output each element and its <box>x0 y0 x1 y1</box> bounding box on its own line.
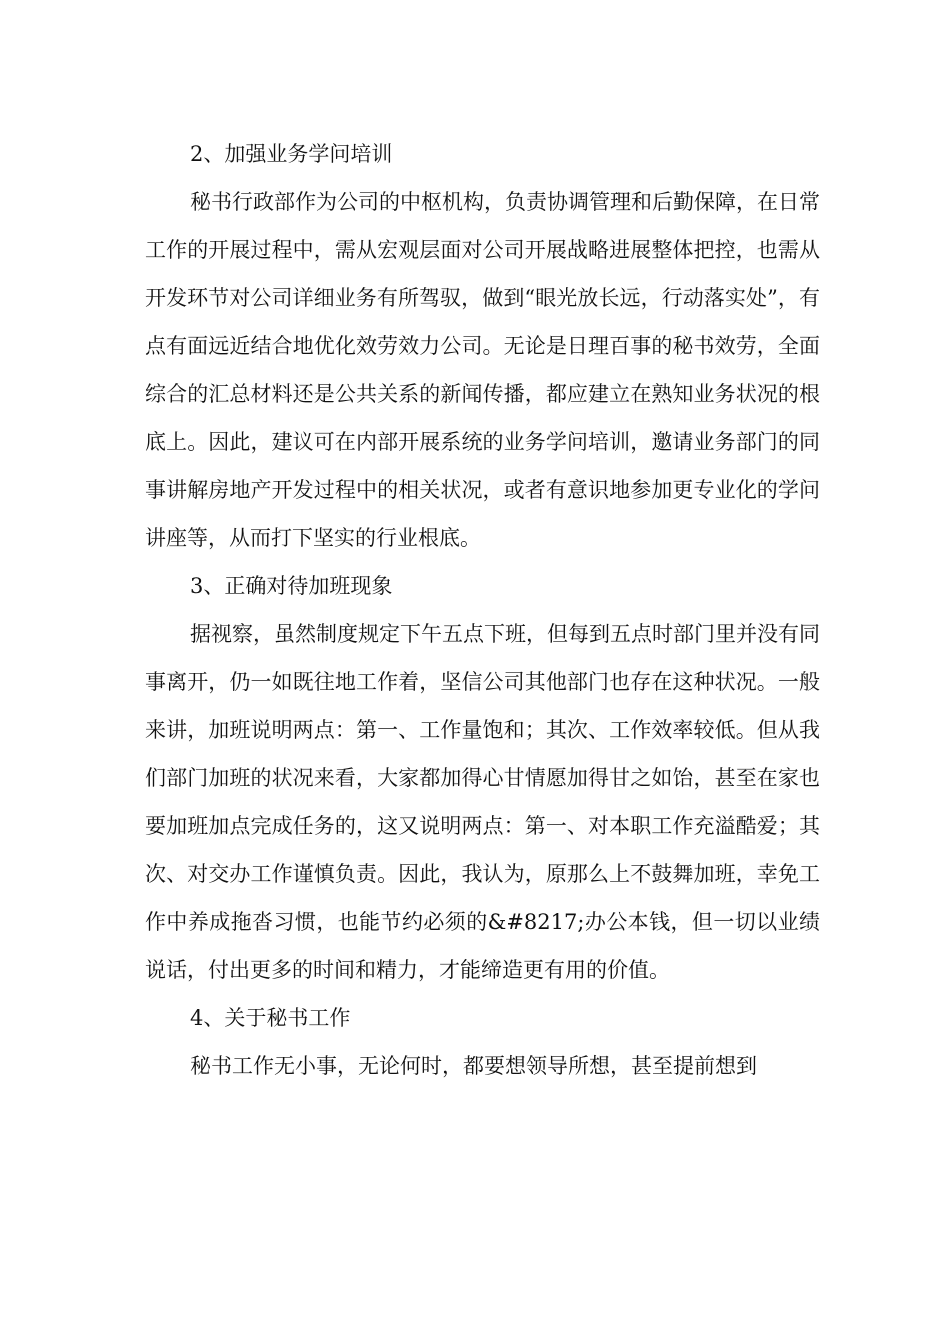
section-2-heading: 2、加强业务学问培训 <box>190 142 393 166</box>
section-2-body: 秘书行政部作为公司的中枢机构，负责协调管理和后勤保障，在日常工作的开展过程中，需从宏观层面对公司开展战略进展整体把控，也需从开发环节对公司详细业务有所驾驭，做到“眼光放长远，行动落实处”，有点有面远近结合地优化效劳效力公司。无论是日理百事的秘书效劳，全面综合的汇总材料还是公共关系的新闻传播，都应建立在熟知业务状况的根底上。因此，建议可在内部开展系统的业务学问培训，邀请业务部门的同事讲解房地产开发过程中的相关状况，或者有意识地参加更专业化的学问讲座等，从而打下坚实的行业根底。 <box>145 190 820 550</box>
section-3-body: 据视察，虽然制度规定下午五点下班，但每到五点时部门里并没有同事离开，仍一如既往地工作着，坚信公司其他部门也存在这种状况。一般来讲，加班说明两点：第一、工作量饱和；其次、工作效率较低。但从我们部门加班的状况来看，大家都加得心甘情愿加得甘之如饴，甚至在家也要加班加点完成任务的，这又说明两点：第一、对本职工作充溢酷爱；其次、对交办工作谨慎负责。因此，我认为，原那么上不鼓舞加班，幸免工作中养成拖沓习惯，也能节约必须的&#8217;办公本钱，但一切以业绩说话，付出更多的时间和精力，才能缔造更有用的价值。 <box>145 622 820 982</box>
section-4-body: 秘书工作无小事，无论何时，都要想领导所想，甚至提前想到 <box>190 1054 757 1078</box>
document-page <box>145 130 820 1090</box>
section-4-heading: 4、关于秘书工作 <box>190 1006 351 1030</box>
section-3-heading: 3、正确对待加班现象 <box>190 574 393 598</box>
